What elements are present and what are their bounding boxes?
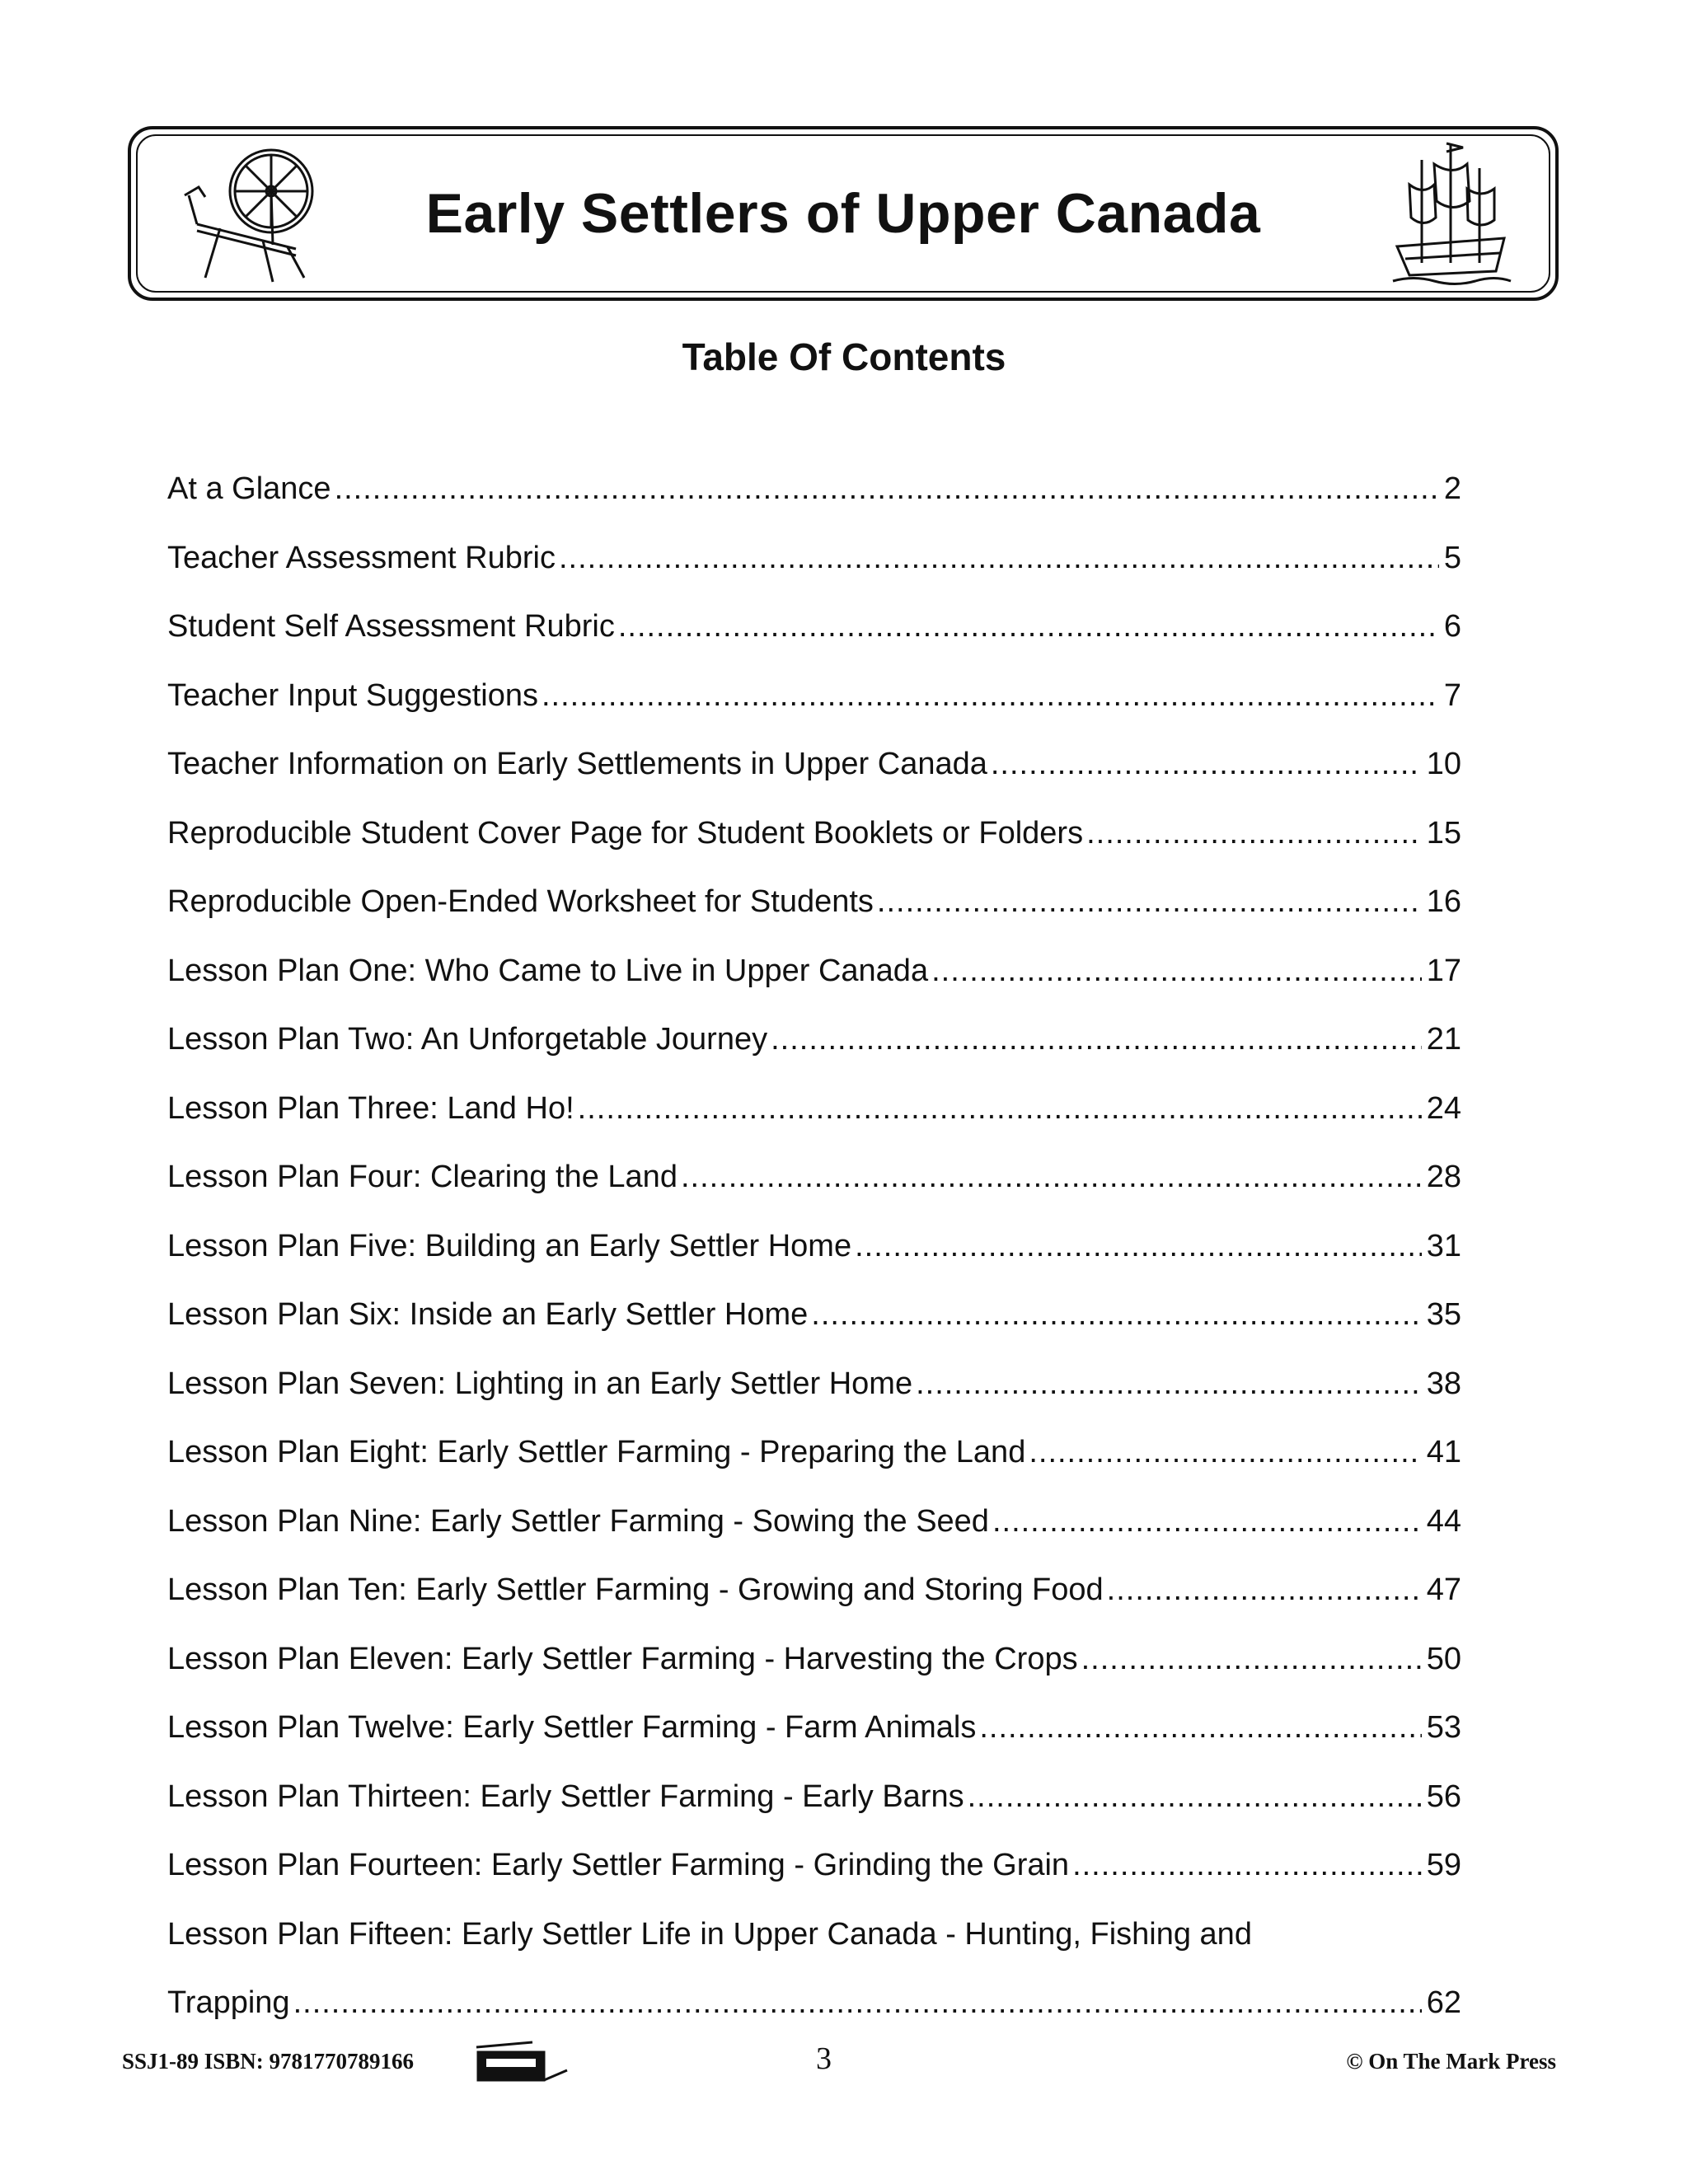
toc-entry-page: 15 xyxy=(1426,815,1461,851)
dot-leader xyxy=(293,1978,1422,2027)
dot-leader xyxy=(618,602,1439,651)
toc-entry-page: 56 xyxy=(1426,1779,1461,1814)
toc-entry xyxy=(167,1565,1461,1634)
dot-leader xyxy=(771,1015,1422,1064)
toc-entry-title: Trapping xyxy=(167,1985,290,2020)
footer-isbn: SSJ1-89 ISBN: 9781770789166 xyxy=(122,2049,415,2074)
toc-entry-page: 28 xyxy=(1426,1160,1461,1194)
toc-entry xyxy=(167,671,1461,740)
toc-entry xyxy=(167,1840,1461,1910)
dot-leader xyxy=(992,1497,1422,1546)
toc-entry-title: Lesson Plan Nine: Early Settler Farming - Sowing the Seed xyxy=(167,1503,989,1539)
toc-entry xyxy=(167,1290,1461,1359)
toc-entry xyxy=(167,946,1461,1015)
dot-leader xyxy=(681,1152,1422,1202)
toc-entry-page: 38 xyxy=(1426,1366,1461,1401)
dot-leader xyxy=(1072,1840,1422,1890)
page-footer xyxy=(122,2041,1556,2090)
publisher-logo-icon xyxy=(475,2041,570,2087)
toc-entry-title: Teacher Information on Early Settlements in Upper Canada xyxy=(167,747,987,781)
toc-entry-title: Lesson Plan Four: Clearing the Land xyxy=(167,1160,678,1194)
toc-entry xyxy=(167,1359,1461,1428)
toc-entry-page: 17 xyxy=(1426,953,1461,988)
dot-leader xyxy=(968,1772,1422,1821)
toc-entry-title: Lesson Plan Ten: Early Settler Farming - Growing and Storing Food xyxy=(167,1572,1104,1607)
dot-leader xyxy=(1029,1427,1421,1477)
toc-entry xyxy=(167,1497,1461,1566)
toc-entry-page: 47 xyxy=(1426,1572,1461,1607)
title-banner xyxy=(128,126,1559,301)
toc-entry-page: 62 xyxy=(1426,1985,1461,2020)
toc-entry-title: Lesson Plan Six: Inside an Early Settler Home xyxy=(167,1297,809,1332)
toc-entry xyxy=(167,1978,1461,2047)
toc-entry-page: 53 xyxy=(1426,1710,1461,1745)
toc-entry-title: Reproducible Student Cover Page for Student Booklets or Folders xyxy=(167,815,1084,851)
toc-entry-title: Lesson Plan Eight: Early Settler Farming - Preparing the Land xyxy=(167,1435,1026,1469)
toc-entry-page: 21 xyxy=(1426,1022,1461,1057)
dot-leader xyxy=(877,877,1422,926)
toc-entry xyxy=(167,1772,1461,1841)
toc-entry-title: Reproducible Open-Ended Worksheet for Students xyxy=(167,884,874,919)
dot-leader xyxy=(1081,1634,1422,1684)
toc-entry-page: 6 xyxy=(1443,609,1461,644)
toc-entry-page: 50 xyxy=(1426,1641,1461,1676)
toc-entry-title: Lesson Plan Five: Building an Early Settler Home xyxy=(167,1228,852,1263)
toc-entry-title: Lesson Plan Thirteen: Early Settler Farming - Early Barns xyxy=(167,1779,964,1814)
dot-leader xyxy=(335,464,1439,513)
table-of-contents xyxy=(167,464,1461,2047)
toc-entry-page: 31 xyxy=(1426,1228,1461,1263)
toc-entry-title: Lesson Plan One: Who Came to Live in Upper Canada xyxy=(167,953,929,988)
toc-entry-title: Lesson Plan Twelve: Early Settler Farming - Farm Animals xyxy=(167,1710,977,1745)
dot-leader xyxy=(1086,808,1422,858)
toc-entry-title: Lesson Plan Three: Land Ho! xyxy=(167,1090,574,1126)
toc-entry-title: Student Self Assessment Rubric xyxy=(167,609,615,644)
toc-entry-title: Teacher Input Suggestions xyxy=(167,677,538,713)
dot-leader xyxy=(931,946,1422,996)
toc-entry xyxy=(167,1427,1461,1497)
dot-leader xyxy=(811,1290,1421,1339)
footer-page-number: 3 xyxy=(816,2041,832,2076)
sailing-ship-icon xyxy=(1389,139,1512,292)
dot-leader xyxy=(1107,1565,1422,1615)
toc-entry-page: 2 xyxy=(1443,471,1461,506)
toc-entry-title: Teacher Assessment Rubric xyxy=(167,540,556,575)
footer-copyright: © On The Mark Press xyxy=(1346,2049,1556,2074)
toc-entry-title: Lesson Plan Two: An Unforgetable Journey xyxy=(167,1022,768,1057)
toc-entry xyxy=(167,464,1461,533)
spinning-wheel-icon xyxy=(181,146,329,286)
dot-leader xyxy=(559,533,1439,583)
toc-entry-title: Lesson Plan Fourteen: Early Settler Farming - Grinding the Grain xyxy=(167,1848,1070,1882)
toc-entry xyxy=(167,533,1461,602)
toc-entry xyxy=(167,739,1461,808)
toc-entry xyxy=(167,1221,1461,1291)
toc-entry xyxy=(167,1634,1461,1704)
toc-entry-page: 35 xyxy=(1426,1297,1461,1332)
toc-entry xyxy=(167,1015,1461,1084)
toc-heading: Table Of Contents xyxy=(682,335,1006,378)
toc-entry xyxy=(167,1084,1461,1153)
toc-entry xyxy=(167,1152,1461,1221)
toc-entry-page: 5 xyxy=(1443,540,1461,575)
dot-leader xyxy=(979,1703,1421,1752)
toc-entry-page: 41 xyxy=(1426,1435,1461,1469)
page-title: Early Settlers of Upper Canada xyxy=(425,182,1261,245)
toc-entry xyxy=(167,808,1461,878)
toc-entry xyxy=(167,1703,1461,1772)
toc-entry xyxy=(167,1910,1461,1979)
toc-entry-title: At a Glance xyxy=(167,471,331,506)
dot-leader xyxy=(916,1359,1422,1408)
toc-entry-page: 24 xyxy=(1426,1090,1461,1126)
toc-entry xyxy=(167,877,1461,946)
dot-leader xyxy=(991,739,1422,789)
toc-entry-page: 16 xyxy=(1426,884,1461,919)
dot-leader xyxy=(855,1221,1422,1271)
toc-entry-title: Lesson Plan Eleven: Early Settler Farming - Harvesting the Crops xyxy=(167,1641,1078,1676)
toc-entry-page: 10 xyxy=(1426,747,1461,781)
toc-entry-page: 59 xyxy=(1426,1848,1461,1882)
dot-leader xyxy=(542,671,1439,720)
toc-entry xyxy=(167,602,1461,671)
toc-entry-page: 44 xyxy=(1426,1503,1461,1539)
toc-entry-title: Lesson Plan Seven: Lighting in an Early Settler Home xyxy=(167,1366,913,1401)
toc-entry-page: 7 xyxy=(1443,677,1461,713)
toc-entry-title: Lesson Plan Fifteen: Early Settler Life in Upper Canada - Hunting, Fishing and xyxy=(167,1916,1252,1952)
dot-leader xyxy=(578,1084,1422,1133)
